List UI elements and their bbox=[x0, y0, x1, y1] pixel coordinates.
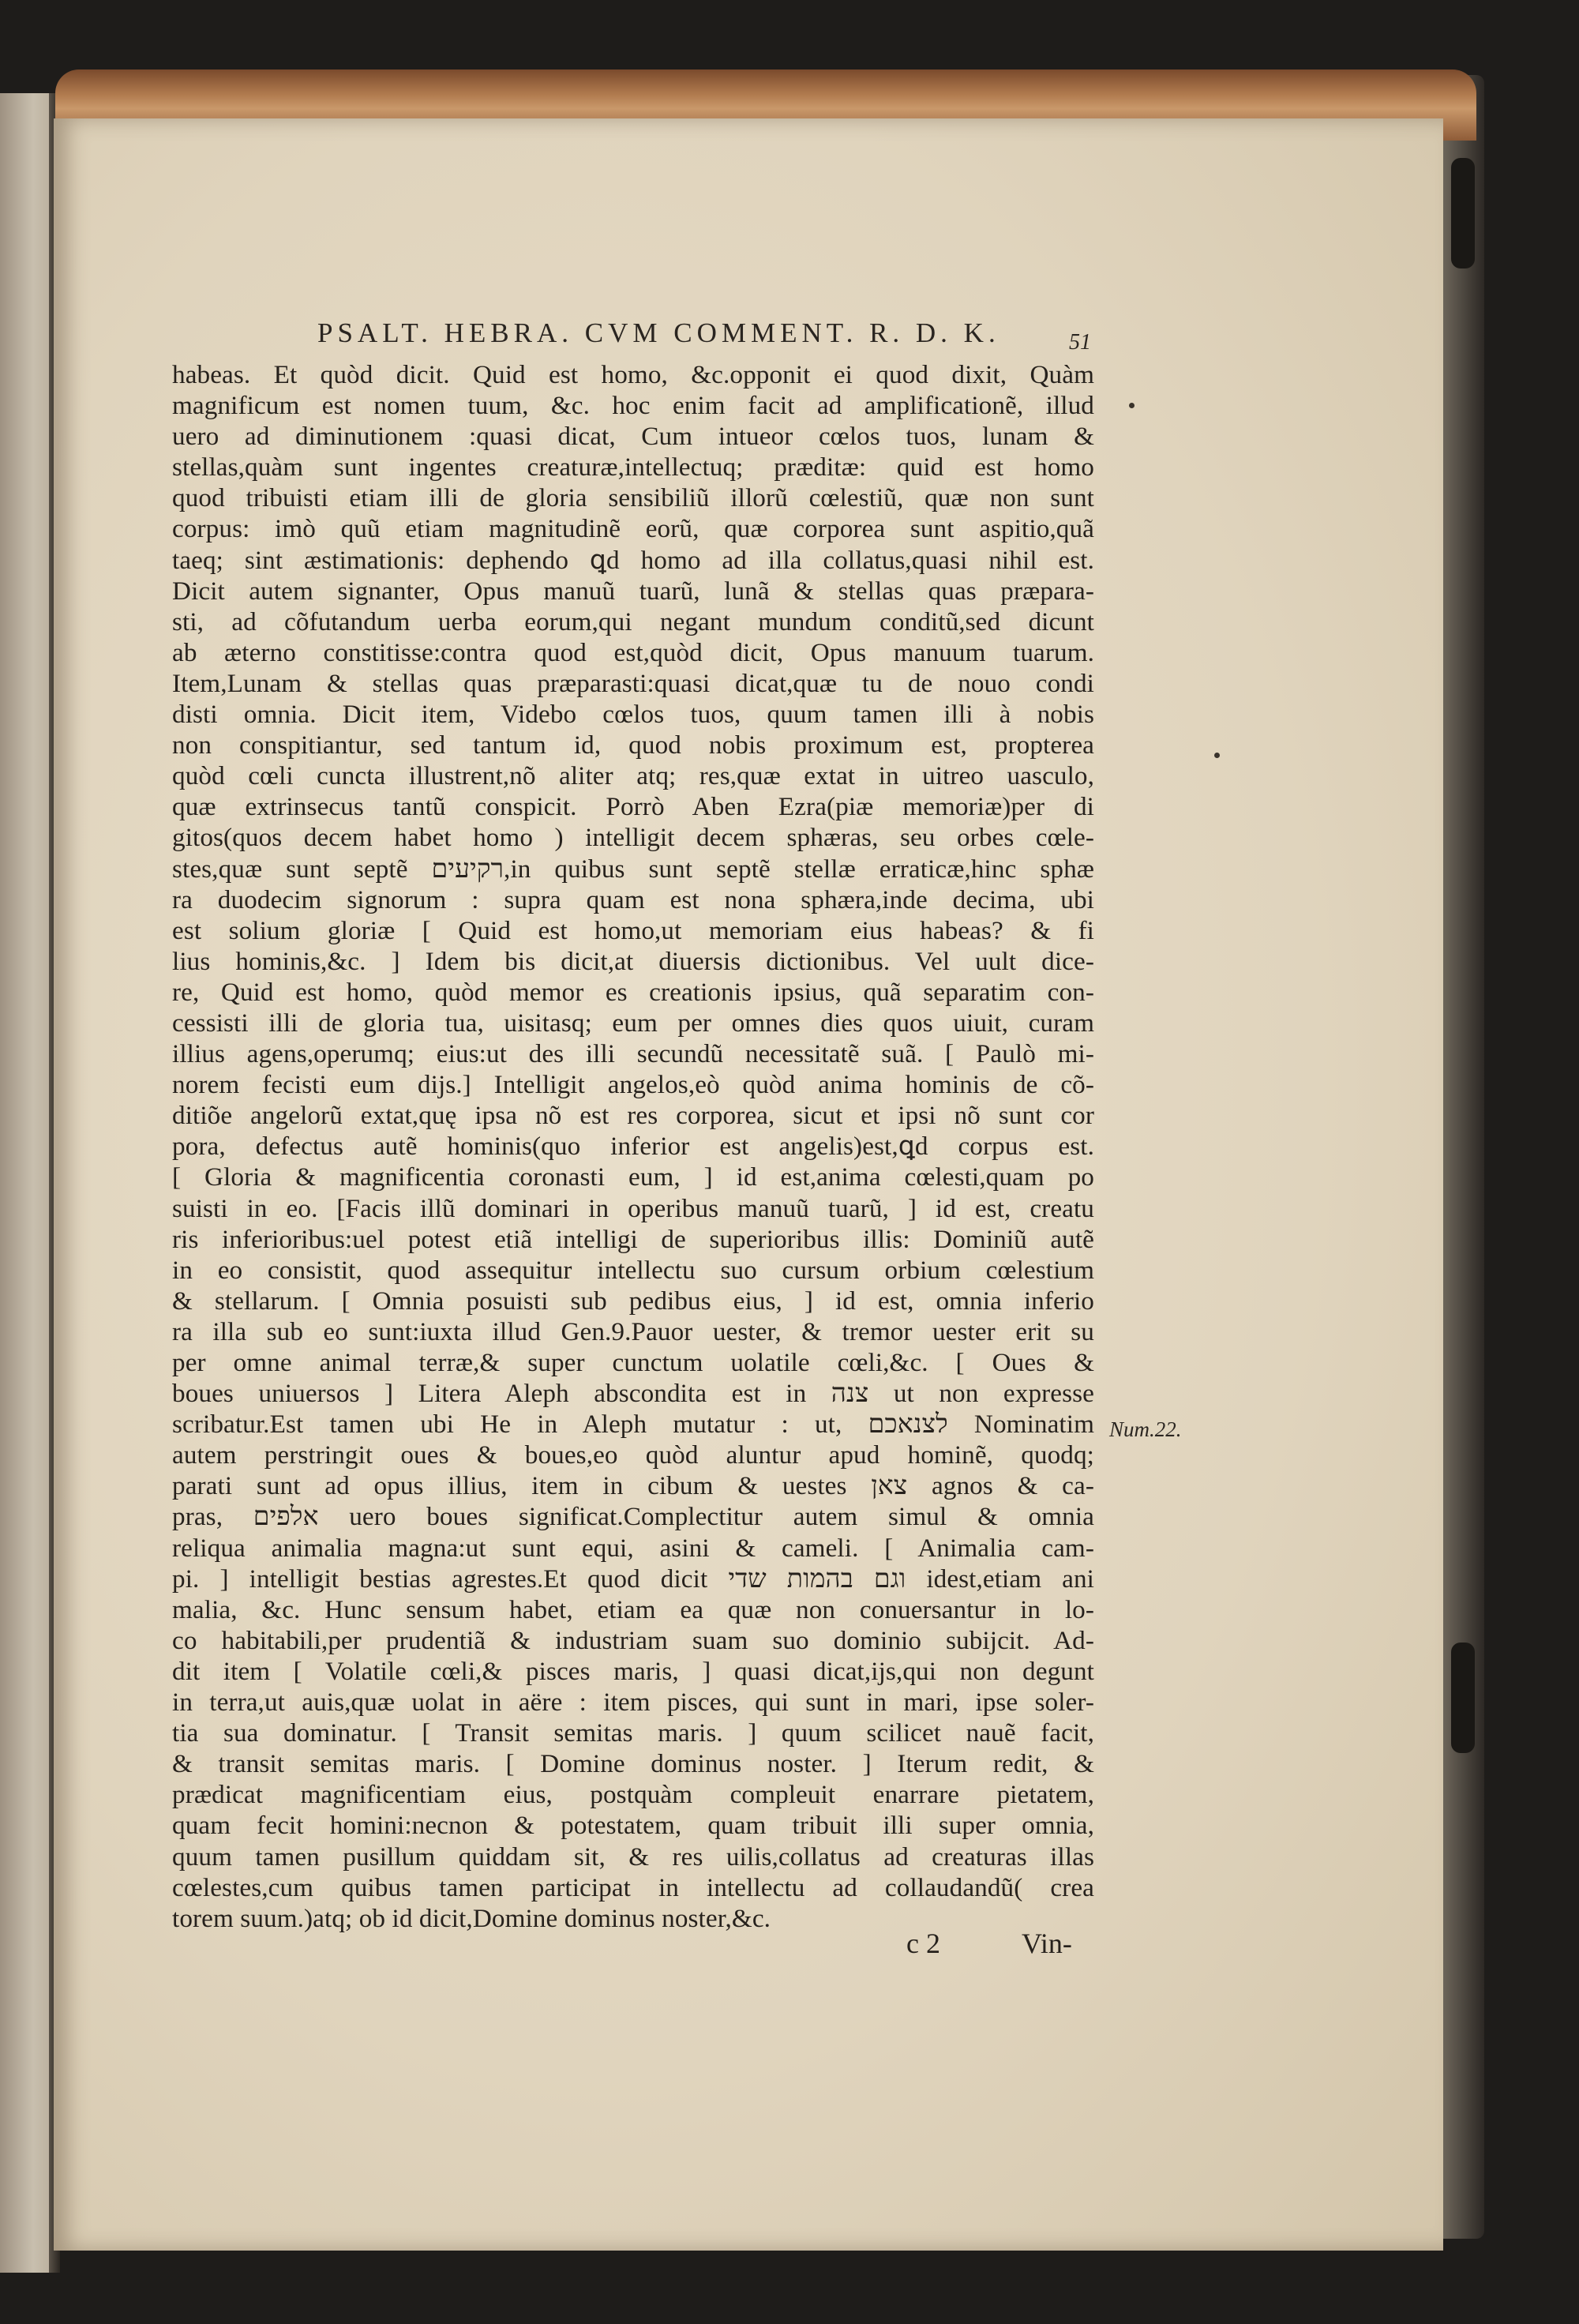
text-line: [ Gloria & magnificentia coronasti eum, ] id est,anima cœlesti,quam po bbox=[172, 1162, 1094, 1192]
text-line: & stellarum. [ Omnia posuisti sub pedibus eius, ] id est, omnia inferio bbox=[172, 1286, 1094, 1316]
text-line: per omne animal terræ,& super cunctum uolatile cœli,&c. [ Oues & bbox=[172, 1348, 1094, 1377]
text-line: quum tamen pusillum quiddam sit, & res uilis,collatus ad creaturas illas bbox=[172, 1842, 1094, 1872]
text-line: in terra,ut auis,quæ uolat in aëre : item pisces, qui sunt in mari, ipse soler- bbox=[172, 1688, 1094, 1718]
text-line: Item,Lunam & stellas quas præparasti:quasi dicat,quæ tu de nouo condi bbox=[172, 668, 1094, 698]
text-line: ditiõe angelorũ extat,quę ipsa nõ est res corporea, sicut et ipsi nõ sunt cor bbox=[172, 1101, 1094, 1131]
text-line: reliqua animalia magna:ut sunt equi, asini & cameli. [ Animalia cam- bbox=[172, 1533, 1094, 1563]
text-line: uero ad diminutionem :quasi dicat, Cum intueor cœlos tuos, lunam & bbox=[172, 422, 1094, 452]
text-line: norem fecisti eum dijs.] Intelligit angelos,eò quòd anima hominis de cõ- bbox=[172, 1070, 1094, 1100]
text-line: pi. ] intelligit bestias agrestes.Et quod dicit וגם בהמות שדי idest,etiam ani bbox=[172, 1564, 1094, 1594]
text-line: Dicit autem signanter, Opus manuũ tuarũ, lunã & stellas quas præpara- bbox=[172, 576, 1094, 606]
text-line: ab æterno constitisse:contra quod est,quòd dicit, Opus manuum tuarum. bbox=[172, 637, 1094, 667]
text-line: est solium gloriæ [ Quid est homo,ut memoriam eius habeas? & fi bbox=[172, 915, 1094, 945]
text-line: magnificum est nomen tuum, &c. hoc enim facit ad amplificationẽ, illud bbox=[172, 391, 1094, 421]
text-line: stellas,quàm sunt ingentes creaturæ,intellectuq; præditæ: quid est homo bbox=[172, 452, 1094, 482]
text-line: lius hominis,&c. ] Idem bis dicit,at diuersis dictionibus. Vel uult dice- bbox=[172, 946, 1094, 976]
text-line: prædicat magnificentiam eius, postquàm compleuit enarrare pietatem, bbox=[172, 1780, 1094, 1810]
speck bbox=[1129, 403, 1135, 408]
page-number: 51 bbox=[1069, 330, 1091, 355]
text-line: gitos(quos decem habet homo ) intelligit decem sphæras, seu orbes cœle- bbox=[172, 823, 1094, 853]
catchword: Vin- bbox=[1022, 1928, 1072, 1959]
text-line: ra duodecim signorum : supra quam est nona sphæra,inde decima, ubi bbox=[172, 884, 1094, 914]
text-line: ris inferioribus:uel potest etiã intelligi de superioribus illis: Dominiũ autẽ bbox=[172, 1224, 1094, 1254]
text-line: habeas. Et quòd dicit. Quid est homo, &c.opponit ei quod dixit, Quàm bbox=[172, 360, 1094, 389]
running-head: PSALT. HEBRA. CVM COMMENT. R. D. K. bbox=[317, 317, 1000, 348]
text-line: cessisti illi de gloria tua, uisitasq; eum per omnes dies quos uiuit, curam bbox=[172, 1008, 1094, 1038]
text-line: quod tribuisti etiam illi de gloria sensibiliũ illorũ cœlestiũ, quæ non sunt bbox=[172, 483, 1094, 513]
text-line: disti omnia. Dicit item, Videbo cœlos tuos, quum tamen illi à nobis bbox=[172, 700, 1094, 730]
text-line: co habitabili,per prudentiã & industriam suam suo dominio subijcit. Ad- bbox=[172, 1625, 1094, 1655]
text-line: non conspitiantur, sed tantum id, quod nobis proximum est, propterea bbox=[172, 730, 1094, 760]
text-line: corpus: imò quũ etiam magnitudinẽ eorũ, quæ corporea sunt aspitio,quã bbox=[172, 514, 1094, 544]
text-line: torem suum.)atq; ob id dicit,Domine dominus noster,&c. bbox=[172, 1903, 771, 1933]
commentary-text bbox=[172, 359, 1094, 1934]
text-line: sti, ad cõfutandum uerba eorum,qui negant mundum conditũ,sed dicunt bbox=[172, 606, 1094, 636]
margin-note: Num.22. bbox=[1109, 1417, 1182, 1441]
text-line: parati sunt ad opus illius, item in cibum & uestes צאן agnos & ca- bbox=[172, 1471, 1094, 1501]
speck bbox=[1214, 753, 1220, 758]
text-line: cœlestes,cum quibus tamen participat in intellectu ad collaudandũ( crea bbox=[172, 1872, 1094, 1902]
text-line: illius agens,operumq; eius:ut des illi secundũ necessitatẽ suã. [ Paulò mi- bbox=[172, 1039, 1094, 1069]
text-line: boues uniuersos ] Litera Aleph abscondita est in צנה ut non expresse bbox=[172, 1379, 1094, 1409]
text-line: malia, &c. Hunc sensum habet, etiam ea quæ non conuersantur in lo- bbox=[172, 1594, 1094, 1624]
binding-clip-top bbox=[1451, 158, 1475, 268]
text-line: quæ extrinsecus tantũ conspicit. Porrò Aben Ezra(piæ memoriæ)per di bbox=[172, 792, 1094, 822]
text-line: quòd cœli cuncta illustrent,nõ aliter atq; res,quæ extat in uitreo uasculo, bbox=[172, 761, 1094, 791]
text-line: & transit semitas maris. [ Domine dominus noster. ] Iterum redit, & bbox=[172, 1749, 1094, 1779]
text-line: in eo consistit, quod assequitur intellectu suo cursum orbium cœlestium bbox=[172, 1255, 1094, 1285]
text-line: re, Quid est homo, quòd memor es creationis ipsius, quã separatim con- bbox=[172, 977, 1094, 1007]
text-line: dit item [ Volatile cœli,& pisces maris, ] quasi dicat,ijs,qui non degunt bbox=[172, 1656, 1094, 1686]
text-line: autem perstringit oues & boues,eo quòd aluntur apud hominẽ, quodq; bbox=[172, 1440, 1094, 1470]
left-page-edge bbox=[0, 93, 55, 2273]
text-line: quam fecit homini:necnon & potestatem, quam tribuit illi super omnia, bbox=[172, 1811, 1094, 1841]
text-line: taeq; sint æstimationis: dephendo ꝗd homo ad illa collatus,quasi nihil est. bbox=[172, 545, 1094, 575]
text-line: tia sua dominatur. [ Transit semitas maris. ] quum scilicet nauẽ facit, bbox=[172, 1718, 1094, 1748]
text-line: scribatur.Est tamen ubi He in Aleph mutatur : ut, לצנאכם Nominatim bbox=[172, 1410, 1094, 1440]
text-line: pras, אלפים uero boues significat.Complectitur autem simul & omnia bbox=[172, 1502, 1094, 1532]
text-line: stes,quæ sunt septẽ רקיעים,in quibus sunt septẽ stellæ erraticæ,hinc sphæ bbox=[172, 854, 1094, 884]
signature-mark: c 2 bbox=[906, 1928, 940, 1959]
text-line: pora, defectus autẽ hominis(quo inferior est angelis)est,ꝗd corpus est. bbox=[172, 1132, 1094, 1162]
text-line: ra illa sub eo sunt:iuxta illud Gen.9.Pauor uester, & tremor uester erit su bbox=[172, 1316, 1094, 1346]
binding-clip-bottom bbox=[1451, 1643, 1475, 1753]
text-line: suisti in eo. [Facis illũ dominari in operibus manuũ tuarũ, ] id est, creatu bbox=[172, 1193, 1094, 1223]
